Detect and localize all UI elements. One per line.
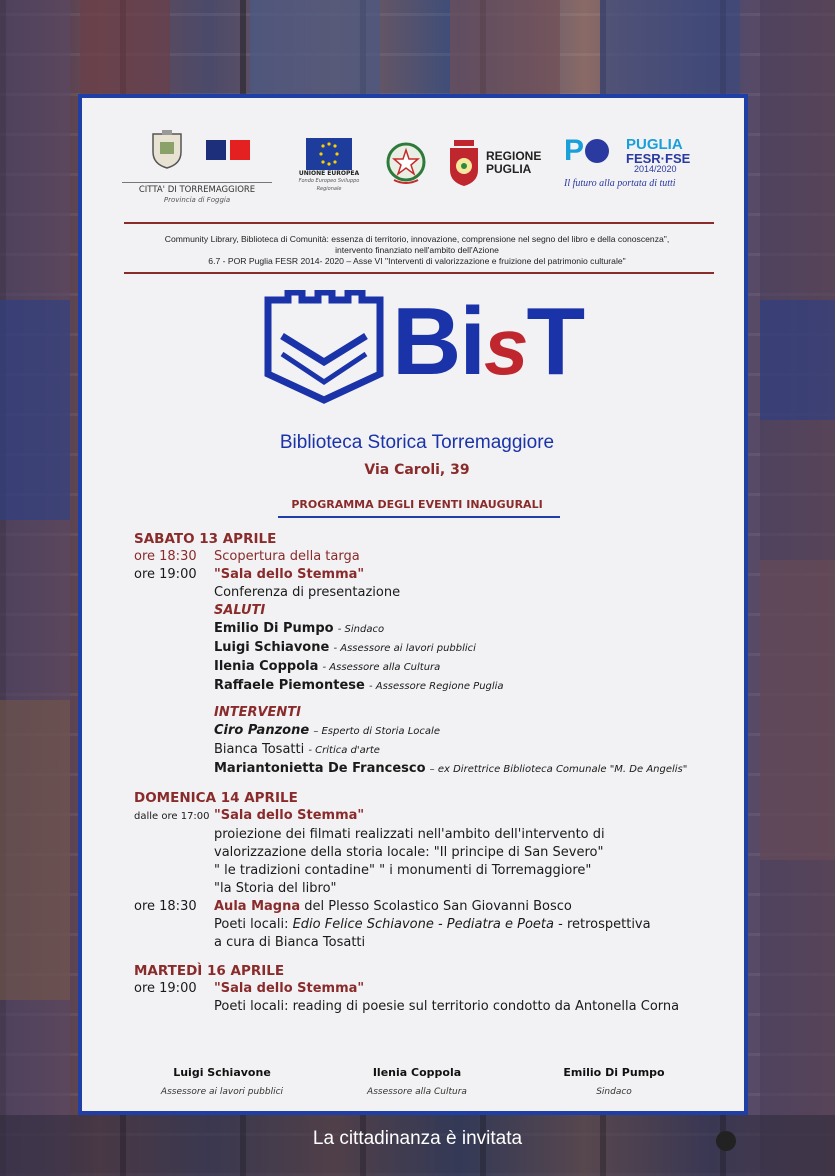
corner-badge-icon	[716, 1131, 736, 1151]
event-time: ore 19:00	[134, 981, 197, 996]
event-row	[134, 898, 734, 916]
divider-top	[124, 222, 714, 224]
signature-block	[122, 1066, 322, 1097]
event-desc: Scopertura della targa	[214, 549, 360, 564]
signature-role: Assessore alla Cultura	[367, 1087, 467, 1097]
funding-line1: Community Library, Biblioteca di Comunità: essenza di territorio, innovazione, comprensione nel segno del libro e della conoscenza",	[164, 234, 670, 244]
event-row	[134, 807, 734, 826]
speaker-name: Raffaele Piemontese	[214, 678, 365, 693]
funding-line2: intervento finanziato nell'ambito dell'Azione	[335, 245, 499, 255]
speaker-name: Ciro Panzone	[214, 723, 310, 738]
speaker-role: - Critica d'arte	[308, 745, 380, 756]
event-time: dalle ore 17:00	[134, 811, 210, 822]
bist-wordmark: BisT	[392, 288, 584, 395]
funding-statement	[102, 234, 732, 267]
event-time: ore 18:30	[134, 549, 197, 564]
eu-name: UNIONE EUROPEA	[298, 170, 360, 177]
event-row	[134, 566, 734, 584]
poster-sheet	[78, 94, 748, 1115]
signature-role: Sindaco	[596, 1087, 632, 1097]
city-name: CITTA' DI TORREMAGGIORE Provincia di Foggia	[122, 182, 272, 205]
speaker-name: Bianca Tosatti	[214, 742, 305, 757]
region-line1: REGIONE	[486, 149, 542, 163]
por-puglia-logo	[564, 134, 712, 194]
speaker-row	[134, 760, 734, 779]
speaker-row	[134, 639, 734, 658]
speaker-role: - Assessore ai lavori pubblici	[333, 643, 476, 654]
event-venue: Aula Magna	[214, 899, 301, 914]
event-venue: "Sala dello Stemma"	[214, 567, 365, 582]
poet-name: Edio Felice Schiavone - Pediatra e Poeta	[292, 917, 554, 932]
speaker-role: – Esperto di Storia Locale	[313, 726, 440, 737]
speaker-row	[134, 620, 734, 639]
library-name: Biblioteca Storica Torremaggiore	[279, 432, 555, 453]
eu-fund: Fondo Europeo Sviluppo Regionale	[298, 178, 360, 192]
signature-block	[514, 1066, 714, 1097]
day3-date: MARTEDÌ 16 APRILE	[134, 963, 285, 979]
event-desc: del Plesso Scolastico San Giovanni Bosco	[300, 899, 572, 914]
por-years: 2014/2020	[634, 164, 677, 174]
event-program	[134, 530, 734, 1016]
event-desc: proiezione dei filmati realizzati nell'ambito dell'intervento di	[214, 827, 605, 842]
saluti-heading: SALUTI	[214, 603, 266, 618]
puglia-shield-icon	[448, 140, 480, 186]
flag-icon	[206, 140, 250, 160]
speaker-row	[134, 741, 734, 760]
event-desc-part: Poeti locali:	[214, 917, 293, 932]
event-desc: "la Storia del libro"	[214, 881, 337, 896]
speaker-name: Emilio Di Pumpo	[214, 621, 334, 636]
funding-line3: 6.7 - POR Puglia FESR 2014- 2020 – Asse VI "Interventi di valorizzazione e fruizione del patrimonio culturale"	[208, 256, 626, 266]
interventi-heading: INTERVENTI	[214, 705, 302, 720]
signature-name: Luigi Schiavone	[173, 1066, 271, 1079]
event-desc: Poeti locali: reading di poesie sul territorio condotto da Antonella Corna	[214, 999, 680, 1014]
event-desc: valorizzazione della storia locale: "Il principe di San Severo"	[214, 845, 604, 860]
invitation-text: La cittadinanza è invitata	[312, 1128, 523, 1149]
program-underline	[278, 516, 560, 518]
bist-logo	[262, 286, 582, 406]
event-desc: a cura di Bianca Tosatti	[214, 935, 366, 950]
regione-puglia-logo	[448, 138, 552, 188]
speaker-role: - Assessore Regione Puglia	[368, 681, 504, 692]
event-desc-part: - retrospettiva	[553, 917, 651, 932]
signature-role: Assessore ai lavori pubblici	[160, 1087, 284, 1097]
speaker-name: Luigi Schiavone	[214, 640, 330, 655]
event-desc: Conferenza di presentazione	[214, 585, 401, 600]
signature-block	[317, 1066, 517, 1097]
event-time: ore 18:30	[134, 899, 197, 914]
por-slogan: Il futuro alla portata di tutti	[564, 178, 676, 189]
signature-name: Ilenia Coppola	[372, 1066, 462, 1079]
speaker-role: - Sindaco	[337, 624, 385, 635]
book-tower-icon	[262, 290, 386, 406]
event-desc: " le tradizioni contadine" " i monumenti di Torremaggiore"	[214, 863, 592, 878]
speaker-row	[134, 677, 734, 696]
speaker-name: Ilenia Coppola	[214, 659, 319, 674]
eu-logo	[294, 138, 364, 193]
signature-name: Emilio Di Pumpo	[563, 1066, 665, 1079]
day2-date: DOMENICA 14 APRILE	[134, 790, 298, 806]
eu-flag-icon	[306, 138, 352, 170]
event-desc	[134, 916, 734, 934]
divider-bottom	[124, 272, 714, 274]
city-shield-icon	[150, 130, 184, 170]
sponsor-logos	[122, 126, 712, 204]
event-row	[134, 548, 734, 566]
event-venue: "Sala dello Stemma"	[214, 808, 365, 823]
event-venue: "Sala dello Stemma"	[214, 981, 365, 996]
region-line2: PUGLIA	[486, 162, 532, 176]
program-title: PROGRAMMA DEGLI EVENTI INAUGURALI	[291, 498, 543, 511]
speaker-row	[134, 658, 734, 677]
event-time: ore 19:00	[134, 567, 197, 582]
por-fund: FESR·FSE	[626, 151, 691, 166]
por-p-icon: P	[564, 134, 609, 168]
italian-republic-emblem-icon	[384, 140, 428, 186]
speaker-row	[134, 722, 734, 741]
day1-date: SABATO 13 APRILE	[134, 531, 277, 547]
speaker-name: Mariantonietta De Francesco	[214, 761, 426, 776]
event-row	[134, 980, 734, 998]
speaker-role: - Assessore alla Cultura	[322, 662, 441, 673]
speaker-role: – ex Direttrice Biblioteca Comunale "M. De Angelis"	[429, 764, 688, 775]
address: Via Caroli, 39	[364, 462, 470, 478]
por-puglia: PUGLIA	[626, 136, 683, 153]
